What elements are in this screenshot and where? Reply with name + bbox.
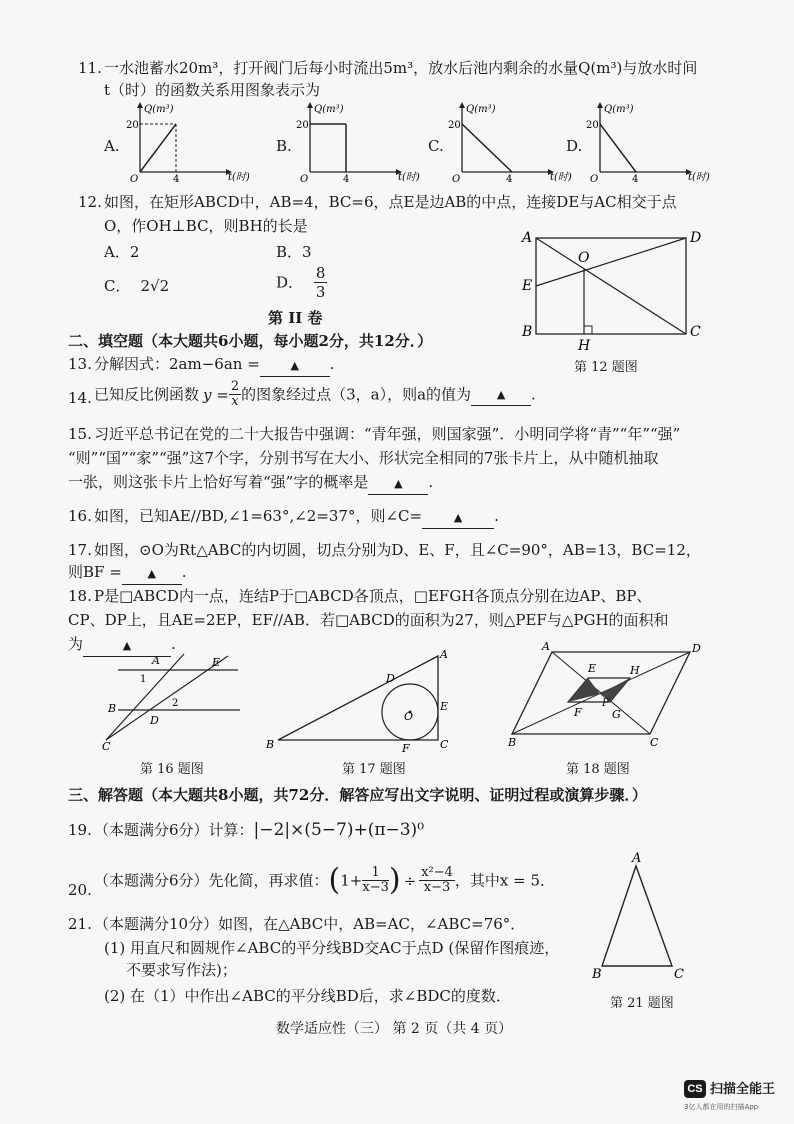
q20-text: （本题满分6分）先化简，再求值：(1+ $\frac{1}{x-3}$ ) ÷ $\frac{\text{x²−4}}{x-3}$ ，其中x = 5． xyxy=(94,862,556,898)
svg-text:O: O xyxy=(578,250,590,266)
q14-number: 14. xyxy=(68,389,92,407)
q11-option-a: A. xyxy=(104,137,120,155)
x-axis-label: t(时) xyxy=(228,172,250,183)
y-axis-label: Q(m³) xyxy=(314,104,344,115)
svg-text:F: F xyxy=(402,742,410,755)
svg-text:D: D xyxy=(692,642,701,655)
svg-text:C: C xyxy=(690,324,701,340)
watermark-name: 扫描全能王 xyxy=(710,1082,776,1097)
q11-graph-b xyxy=(296,102,420,185)
q18-caption: 第 18 题图 xyxy=(566,762,630,777)
svg-text:B: B xyxy=(592,967,602,982)
q13-text: 分解因式：2am−6an = ▲ . xyxy=(94,354,335,377)
svg-text:A: A xyxy=(632,851,642,866)
origin: O xyxy=(130,174,139,185)
q11-option-c: C. xyxy=(428,137,444,155)
y-axis-label: Q(m³) xyxy=(466,104,496,115)
q12-option-d: D． $\frac{8}{3}$ xyxy=(276,264,326,301)
q18-line3: 为 ▲ . xyxy=(68,634,176,657)
q19-number: 19. xyxy=(68,821,92,839)
q11-option-b: B. xyxy=(276,137,292,155)
origin: O xyxy=(590,174,599,185)
q16-figure xyxy=(100,652,250,752)
q11-graph-c xyxy=(448,102,572,185)
svg-text:H: H xyxy=(578,338,591,354)
svg-text:A: A xyxy=(522,230,533,246)
svg-text:H: H xyxy=(630,664,640,677)
svg-text:B: B xyxy=(108,702,117,715)
svg-text:D: D xyxy=(386,672,395,685)
q21-part1-line1: (1) 用直尺和圆规作∠ABC的平分线BD交AC于点D (保留作图痕迹， xyxy=(104,939,560,957)
svg-text:B: B xyxy=(522,324,533,340)
svg-text:1: 1 xyxy=(140,674,147,685)
q17-caption: 第 17 题图 xyxy=(342,762,406,777)
svg-text:O: O xyxy=(404,710,414,723)
svg-text:G: G xyxy=(612,708,621,721)
q16-text: 如图，已知AE//BD,∠1=63°,∠2=37°，则∠C= ▲ . xyxy=(94,506,499,529)
q15-number: 15. xyxy=(68,425,92,443)
section-fill-blank-heading: 二、填空题（本大题共6小题，每小题2分，共12分．） xyxy=(68,332,433,350)
q12-figure xyxy=(518,228,702,354)
svg-text:C: C xyxy=(102,740,111,753)
q17-number: 17. xyxy=(68,541,92,559)
svg-text:A: A xyxy=(542,640,550,653)
q12-line1: 如图，在矩形ABCD中，AB=4，BC=6，点E是边AB的中点，连接DE与AC相交于点 xyxy=(104,193,677,211)
q11-graph-a xyxy=(126,102,250,185)
svg-text:B: B xyxy=(508,736,517,749)
x-axis-label: t(时) xyxy=(398,172,420,183)
q19-text: （本题满分6分）计算：|−2|×(5−7)+(π−3)⁰ xyxy=(94,820,425,840)
svg-text:E: E xyxy=(522,278,533,294)
q12-option-a: A．2 xyxy=(104,243,140,261)
svg-text:C: C xyxy=(650,736,659,749)
q18-number: 18. xyxy=(68,587,92,605)
q21-number: 21. xyxy=(68,915,92,933)
q21-figure xyxy=(588,852,698,982)
y-tick: 20 xyxy=(586,120,599,131)
q17-figure xyxy=(262,648,462,756)
q11-option-d: D. xyxy=(566,137,583,155)
part-title: 第 II 卷 xyxy=(268,309,323,327)
q21-part1-line2: 不要求写作法)； xyxy=(126,961,237,979)
page-footer: 数学适应性（三） 第 2 页（共 4 页） xyxy=(276,1021,513,1037)
y-axis-label: Q(m³) xyxy=(144,104,174,115)
x-axis-label: t(时) xyxy=(550,172,572,183)
q11-line1: 一水池蓄水20m³，打开阀门后每小时流出5m³，放水后池内剩余的水量Q(m³)与放水时间 xyxy=(104,59,698,77)
y-axis-label: Q(m³) xyxy=(604,104,634,115)
q14-text: 已知反比例函数 y = $\frac{2}{x}$ 的图象经过点（3，a），则a的值为 ▲ . xyxy=(94,379,536,409)
q21-part2: (2) 在（1）中作出∠ABC的平分线BD后，求∠BDC的度数． xyxy=(104,987,511,1005)
origin: O xyxy=(300,174,309,185)
q15-line2: “则”“国”“家”“强”这7个字，分别书写在大小、形状完全相同的7张卡片上，从中随机抽取 xyxy=(68,449,659,467)
q15-line3: 一张，则这张卡片上恰好写着“强”字的概率是 ▲ . xyxy=(68,472,433,495)
q16-number: 16. xyxy=(68,507,92,525)
y-tick: 20 xyxy=(126,120,139,131)
svg-text:E: E xyxy=(588,662,597,675)
q18-line1: P是□ABCD内一点，连结P于□ABCD各顶点，□EFGH各顶点分别在边AP、BP、 xyxy=(94,587,652,605)
q18-line2: CP、DP上，且AE=2EP，EF//AB．若□ABCD的面积为27，则△PEF与△PGH的面积和 xyxy=(68,611,669,629)
q21-caption: 第 21 题图 xyxy=(610,996,674,1011)
svg-text:B: B xyxy=(266,738,275,751)
svg-text:C: C xyxy=(440,738,449,751)
svg-text:A: A xyxy=(440,648,448,661)
svg-text:D: D xyxy=(690,230,702,246)
svg-text:F: F xyxy=(574,706,582,719)
x-axis-label: t(时) xyxy=(688,172,710,183)
q15-line1: 习近平总书记在党的二十大报告中强调：“青年强，则国家强”．小明同学将“青”“年”“强” xyxy=(94,425,681,443)
svg-text:E: E xyxy=(440,700,449,713)
q12-option-b: B．3 xyxy=(276,243,312,261)
section-solution-heading: 三、解答题（本大题共8小题，共72分．解答应写出文字说明、证明过程或演算步骤．） xyxy=(68,786,647,804)
svg-text:E: E xyxy=(212,656,221,669)
cs-logo-icon: CS xyxy=(684,1080,706,1098)
q11-line2: t（时）的函数关系用图象表示为 xyxy=(104,81,321,99)
q12-caption: 第 12 题图 xyxy=(574,360,638,375)
q11-graph-d xyxy=(586,102,710,185)
svg-text:P: P xyxy=(602,698,609,709)
q17-line1: 如图，⊙O为Rt△ABC的内切圆，切点分别为D、E、F，且∠C=90°，AB=13，BC=12， xyxy=(94,541,701,559)
svg-text:D: D xyxy=(150,714,159,727)
x-tick: 4 xyxy=(173,174,180,185)
watermark-subtitle: 3亿人都在用的扫描App xyxy=(684,1103,759,1111)
q12-number: 12. xyxy=(78,193,102,211)
q17-line2: 则BF = ▲ . xyxy=(68,562,187,585)
q12-option-c: C． 2√2 xyxy=(104,277,170,295)
q20-number: 20. xyxy=(68,881,92,899)
q18-figure xyxy=(506,642,706,752)
q21-text: （本题满分10分）如图，在△ABC中，AB=AC，∠ABC=76°． xyxy=(94,915,526,933)
q13-number: 13. xyxy=(68,355,92,373)
x-tick: 4 xyxy=(506,174,513,185)
svg-text:A: A xyxy=(152,654,160,667)
svg-text:2: 2 xyxy=(172,698,179,709)
svg-text:C: C xyxy=(674,967,684,982)
x-tick: 4 xyxy=(343,174,350,185)
q16-caption: 第 16 题图 xyxy=(140,762,204,777)
q11-number: 11. xyxy=(78,59,102,77)
q12-line2: O，作OH⊥BC，则BH的长是 xyxy=(104,217,308,235)
y-tick: 20 xyxy=(448,120,461,131)
y-tick: 20 xyxy=(296,120,309,131)
x-tick: 4 xyxy=(632,174,639,185)
origin: O xyxy=(452,174,461,185)
